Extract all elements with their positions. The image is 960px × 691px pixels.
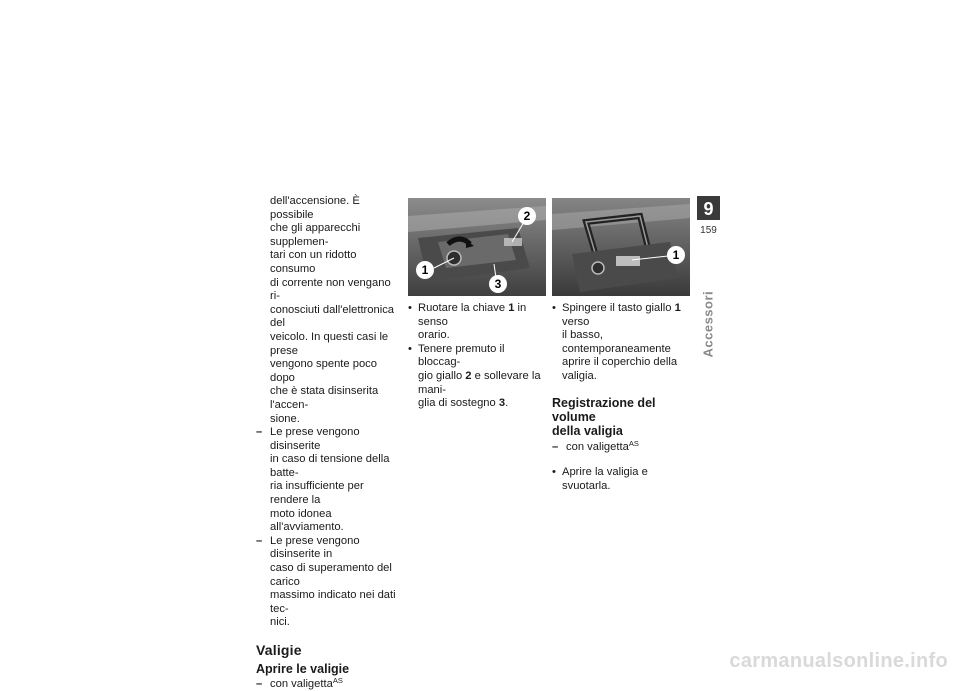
chapter-number-box bbox=[697, 196, 720, 220]
subsection-title: Aprire le valigie bbox=[256, 661, 350, 676]
instruction-bullet: • Aprire la valigia e svuotarla. bbox=[552, 466, 692, 493]
text-column-2 bbox=[408, 198, 546, 411]
dash-item: – Le prese vengono disinserite in caso di superamento del carico massimo indicato nei dati tec- nici. bbox=[256, 535, 398, 630]
page-number: 159 bbox=[697, 225, 720, 237]
text-column-3 bbox=[552, 198, 692, 493]
callout-3: 3 bbox=[494, 277, 502, 291]
variant-note: – con valigetta$^{AS}$ bbox=[552, 441, 692, 455]
callout-1: 1 bbox=[672, 248, 680, 262]
photo-case-open-illustration bbox=[552, 198, 690, 296]
instruction-bullet: • Spingere il tasto giallo 1 verso il basso, contemporaneamente aprire il coperchio della valigia. bbox=[552, 302, 692, 384]
photo-case-lock bbox=[408, 198, 546, 296]
chapter-number: 9 bbox=[703, 199, 714, 219]
chapter-title-vertical: Accessori bbox=[700, 290, 716, 358]
photo-case-open bbox=[552, 198, 690, 296]
callout-1: 1 bbox=[421, 263, 429, 277]
variant-note: – con valigetta$^{AS}$ bbox=[256, 678, 398, 691]
dash-item: – Le prese vengono disinserite in caso di tensione della batte- ria insufficiente per rendere la moto idonea all'avviamento. bbox=[256, 426, 398, 535]
instruction-bullet: • Tenere premuto il bloccag- gio giallo 2 e sollevare la mani- glia di sostegno 3. bbox=[408, 343, 546, 411]
callout-2: 2 bbox=[523, 209, 531, 223]
text-column-1 bbox=[256, 195, 398, 691]
section-title: Valigie bbox=[256, 642, 302, 658]
photo-case-lock-illustration bbox=[408, 198, 546, 296]
intro-paragraph: dell'accensione. È possibile che gli apparecchi supplemen- tari con un ridotto consumo di corrente non vengano ri- conosciuti dall'elettronica del veicolo. In questi casi le prese vengono spente poco dopo che è stata disinserita l'accen- sione. bbox=[270, 195, 395, 425]
watermark: carmanualsonline.info bbox=[729, 650, 948, 672]
instruction-bullet: • Ruotare la chiave 1 in senso orario. bbox=[408, 302, 546, 343]
subsection-title: Registrazione del volume della valigia bbox=[552, 395, 656, 438]
